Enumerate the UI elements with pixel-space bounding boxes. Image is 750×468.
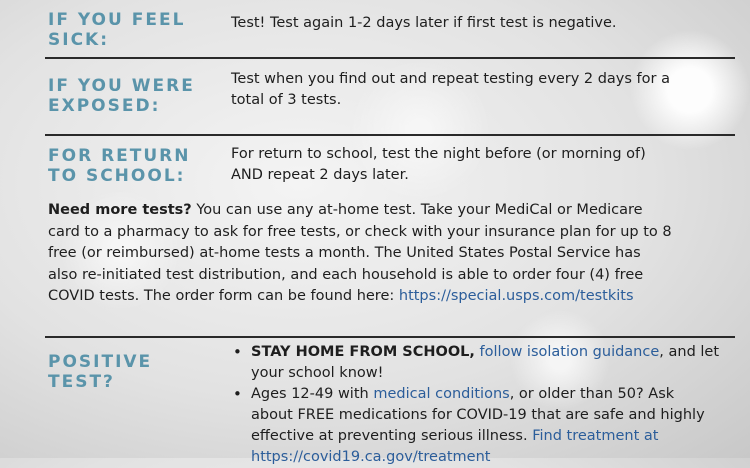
label-for-return-to-school [48, 146, 191, 186]
medical-conditions-link[interactable]: medical conditions [373, 386, 510, 402]
find-treatment-link[interactable]: Find treatment at [532, 428, 659, 444]
text-span: COVID tests. The order form can be found here: [48, 288, 399, 304]
stay-home-text: STAY HOME FROM SCHOOL, [251, 344, 475, 360]
list-item [231, 384, 731, 468]
text-line: total of 3 tests. [231, 92, 342, 108]
text-line [251, 342, 731, 363]
text-line [48, 200, 738, 222]
text-line [251, 384, 731, 405]
text-span: You can use any at-home test. Take your MediCal or Medicare [191, 202, 643, 218]
label-line: IF YOU FEEL [48, 10, 186, 30]
text-line [48, 286, 738, 308]
label-line: FOR RETURN [48, 146, 191, 166]
label-line: TEST? [48, 372, 115, 392]
label-line: SICK: [48, 30, 110, 50]
divider [45, 134, 735, 136]
text-span: , or older than 50? Ask [509, 386, 675, 402]
sick-instructions: Test! Test again 1-2 days later if first test is negative. [231, 15, 617, 31]
text-line: For return to school, test the night before (or morning of) [231, 146, 646, 162]
label-line: POSITIVE [48, 352, 153, 372]
exposed-instructions [231, 69, 731, 111]
text-line: free (or reimbursed) at-home tests a month. The United States Postal Service has [48, 245, 641, 261]
text-line: AND repeat 2 days later. [231, 167, 409, 183]
text-span: Ages 12-49 with [251, 386, 374, 402]
need-more-tests-paragraph [48, 200, 738, 308]
label-line: EXPOSED: [48, 96, 161, 116]
text-line: also re-initiated test distribution, and each household is able to order four (4) free [48, 266, 644, 283]
usps-testkits-link[interactable]: https://special.usps.com/testkits [398, 288, 634, 304]
divider [45, 57, 735, 59]
label-if-you-were-exposed [48, 76, 195, 116]
text-line: about FREE medications for COVID-19 that are safe and highly [251, 407, 705, 423]
return-instructions [231, 144, 731, 186]
treatment-url-link[interactable]: https://covid19.ca.gov/treatment [251, 449, 491, 465]
isolation-guidance-link[interactable]: follow isolation guidance [479, 344, 660, 360]
label-positive-test [48, 352, 152, 392]
positive-test-list [231, 342, 731, 468]
text-line: card to a pharmacy to ask for free tests, or check with your insurance plan for up to 8 [48, 223, 672, 240]
divider [45, 336, 735, 338]
text-span: effective at preventing serious illness. [251, 428, 533, 444]
text-span: , and let [659, 344, 720, 360]
list-item [231, 342, 731, 384]
label-line: IF YOU WERE [48, 76, 195, 96]
need-more-tests-heading: Need more tests? [48, 202, 192, 218]
text-line: your school know! [251, 365, 384, 381]
label-if-you-feel-sick [48, 10, 185, 50]
label-line: TO SCHOOL: [48, 166, 186, 186]
text-line: Test when you find out and repeat testing every 2 days for a [231, 71, 670, 87]
text-line [251, 426, 731, 447]
